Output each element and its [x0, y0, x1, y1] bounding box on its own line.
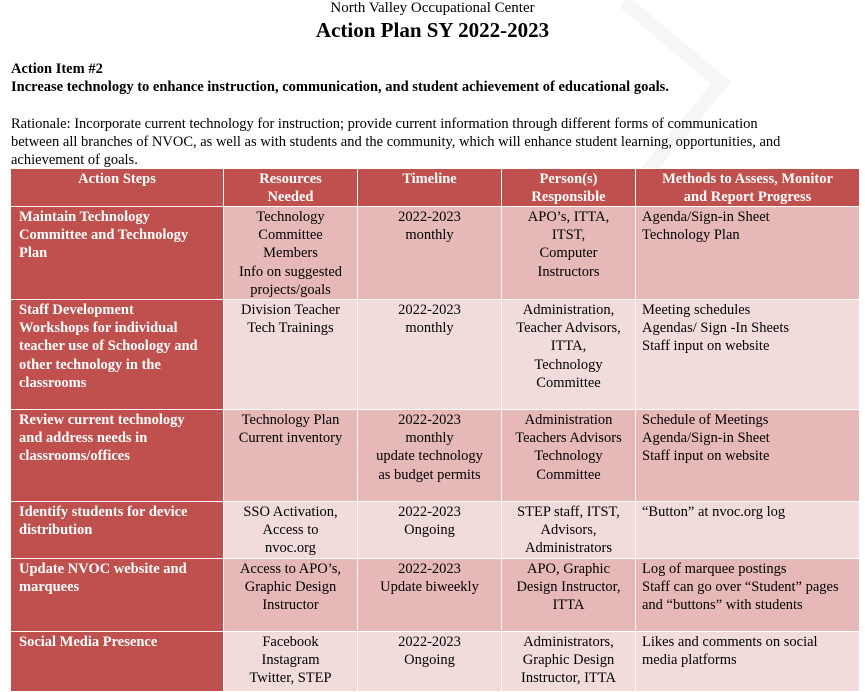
persons-cell [502, 410, 636, 502]
cell-text: Technology [256, 209, 325, 225]
cell-text: Identify students for device [19, 504, 188, 521]
header-text: Action Steps [78, 171, 156, 187]
cell-text: 2022-2023 [398, 633, 461, 650]
header-text: Timeline [402, 171, 457, 187]
cell-text: Technology Plan [241, 412, 340, 429]
cell-text: other technology in the [19, 356, 161, 373]
resources-cell [224, 558, 358, 631]
timeline-cell [358, 631, 502, 691]
resources-cell [224, 631, 358, 691]
action-step-cell [11, 207, 224, 300]
cell-text: Staff Development [19, 302, 134, 319]
action-item-description: Increase technology to enhance instruction, communication, and student achievement of educational goals. [11, 79, 669, 95]
cell-text: Committee and Technology [19, 227, 189, 244]
cell-text: Committee [536, 374, 601, 391]
table-row [11, 502, 860, 559]
persons-cell [502, 558, 636, 631]
cell-text: Current inventory [238, 430, 343, 447]
action-step-cell [11, 410, 224, 502]
timeline-cell [358, 207, 502, 300]
cell-text: APO, Graphic [527, 560, 610, 577]
methods-cell [636, 502, 860, 559]
table-row [11, 631, 860, 691]
methods-cell [636, 410, 860, 502]
header-text: Responsible [531, 189, 606, 205]
cell-text: Design Instructor, [516, 578, 621, 595]
methods-cell [636, 631, 860, 691]
cell-text: Committee [536, 466, 601, 483]
cell-text: Division Teacher [241, 302, 340, 319]
rationale-line: achievement of goals. [11, 152, 138, 168]
table-row [11, 207, 860, 300]
cell-text: Staff input on website [642, 448, 770, 465]
cell-text: Review current technology [19, 412, 185, 429]
resources-cell [224, 410, 358, 502]
cell-text: Schedule of Meetings [642, 412, 769, 429]
cell-text: Social Media Presence [19, 633, 158, 650]
action-step-cell [11, 631, 224, 691]
cell-text: ITST, [551, 227, 586, 244]
cell-text: distribution [19, 522, 93, 539]
header-text: and Report Progress [683, 189, 812, 205]
cell-text: ITTA, [550, 338, 587, 355]
cell-text: Agenda/Sign-in Sheet [642, 209, 770, 225]
cell-text: Administrators [525, 540, 612, 557]
rationale [11, 115, 856, 169]
resources-cell [224, 207, 358, 300]
cell-text: 2022-2023 [398, 504, 461, 521]
cell-text: projects/goals [250, 281, 331, 298]
cell-text: Members [263, 245, 318, 262]
cell-text: Maintain Technology [19, 209, 150, 225]
cell-text: SSO Activation, [243, 504, 338, 521]
cell-text: Administrators, [523, 633, 614, 650]
header-timeline [358, 169, 502, 207]
cell-text: Technology Plan [642, 227, 740, 244]
action-step-cell [11, 558, 224, 631]
cell-text: as budget permits [378, 466, 481, 483]
cell-text: Agendas/ Sign -In Sheets [642, 320, 789, 337]
cell-text: Instructor [262, 597, 319, 614]
persons-cell [502, 300, 636, 410]
cell-text: 2022-2023 [398, 209, 461, 225]
cell-text: Instructor, ITTA [521, 670, 616, 687]
timeline-cell [358, 410, 502, 502]
cell-text: Twitter, STEP [249, 670, 332, 687]
cell-text: Teacher Advisors, [516, 320, 621, 337]
cell-text: Update biweekly [380, 578, 479, 595]
cell-text: Staff can go over “Student” pages [642, 578, 839, 595]
cell-text: Teachers Advisors [515, 430, 622, 447]
header-resources-needed [224, 169, 358, 207]
cell-text: Workshops for individual [19, 320, 178, 337]
cell-text: Agenda/Sign-in Sheet [642, 430, 770, 447]
persons-cell [502, 207, 636, 300]
cell-text: 2022-2023 [398, 560, 461, 577]
table-row [11, 410, 860, 502]
header-action-steps [11, 169, 224, 207]
action-item-number: Action Item #2 [11, 61, 103, 77]
cell-text: Ongoing [404, 651, 455, 668]
table-header-row [11, 169, 860, 207]
header-text: Needed [267, 189, 314, 205]
action-step-cell [11, 300, 224, 410]
header-persons-responsible [502, 169, 636, 207]
cell-text: media platforms [642, 651, 737, 668]
persons-cell [502, 502, 636, 559]
cell-text: Computer [539, 245, 598, 262]
action-step-cell [11, 502, 224, 559]
resources-cell [224, 300, 358, 410]
rationale-line: between all branches of NVOC, as well as with students and the community, which will enhance student learning, opportunities, and [11, 134, 781, 150]
timeline-cell [358, 502, 502, 559]
cell-text: teacher use of Schoology and [19, 338, 198, 355]
cell-text: Tech Trainings [247, 320, 334, 337]
cell-text: and “buttons” with students [642, 597, 803, 614]
cell-text: monthly [405, 430, 454, 447]
timeline-cell [358, 300, 502, 410]
cell-text: Facebook [262, 633, 319, 650]
cell-text: Update NVOC website and [19, 560, 187, 577]
cell-text: APO’s, ITTA, [527, 209, 610, 225]
cell-text: 2022-2023 [398, 302, 461, 319]
header-text: Methods to Assess, Monitor [662, 171, 833, 187]
cell-text: monthly [405, 320, 454, 337]
cell-text: ITTA [552, 597, 585, 614]
cell-text: Plan [19, 245, 48, 262]
header-text: Resources [259, 171, 322, 187]
cell-text: STEP staff, ITST, [517, 504, 620, 521]
cell-text: classrooms [19, 374, 87, 391]
action-plan-table [10, 168, 860, 692]
cell-text: Instagram [261, 651, 320, 668]
cell-text: Log of marquee postings [642, 560, 787, 577]
organization-name: North Valley Occupational Center [330, 0, 535, 16]
cell-text: Committee [258, 227, 323, 244]
cell-text: classrooms/offices [19, 448, 130, 465]
cell-text: monthly [405, 227, 454, 244]
cell-text: Meeting schedules [642, 302, 751, 319]
cell-text: Graphic Design [522, 651, 615, 668]
cell-text: Administration [524, 412, 613, 429]
timeline-cell [358, 558, 502, 631]
methods-cell [636, 207, 860, 300]
cell-text: Staff input on website [642, 338, 770, 355]
header-text: Person(s) [539, 171, 598, 187]
persons-cell [502, 631, 636, 691]
cell-text: 2022-2023 [398, 412, 461, 429]
cell-text: Advisors, [540, 522, 597, 539]
cell-text: Info on suggested [238, 263, 343, 280]
page-title: Action Plan SY 2022-2023 [315, 18, 550, 42]
cell-text: marquees [19, 578, 80, 595]
resources-cell [224, 502, 358, 559]
cell-text: Instructors [537, 263, 600, 280]
table-row [11, 300, 860, 410]
rationale-line: Rationale: Incorporate current technology for instruction; provide current information through different forms of communication [11, 116, 758, 132]
cell-text: Access to [262, 522, 319, 539]
methods-cell [636, 300, 860, 410]
header-methods [636, 169, 860, 207]
cell-text: nvoc.org [265, 540, 316, 557]
cell-text: Graphic Design [244, 578, 337, 595]
cell-text: Access to APO’s, [239, 560, 342, 577]
cell-text: “Button” at nvoc.org log [642, 504, 786, 521]
cell-text: Ongoing [404, 522, 455, 539]
cell-text: Technology [534, 356, 603, 373]
table-row [11, 558, 860, 631]
cell-text: Technology [534, 448, 603, 465]
cell-text: and address needs in [19, 430, 148, 447]
methods-cell [636, 558, 860, 631]
cell-text: Likes and comments on social [642, 633, 818, 650]
cell-text: Administration, [522, 302, 615, 319]
cell-text: update technology [376, 448, 483, 465]
